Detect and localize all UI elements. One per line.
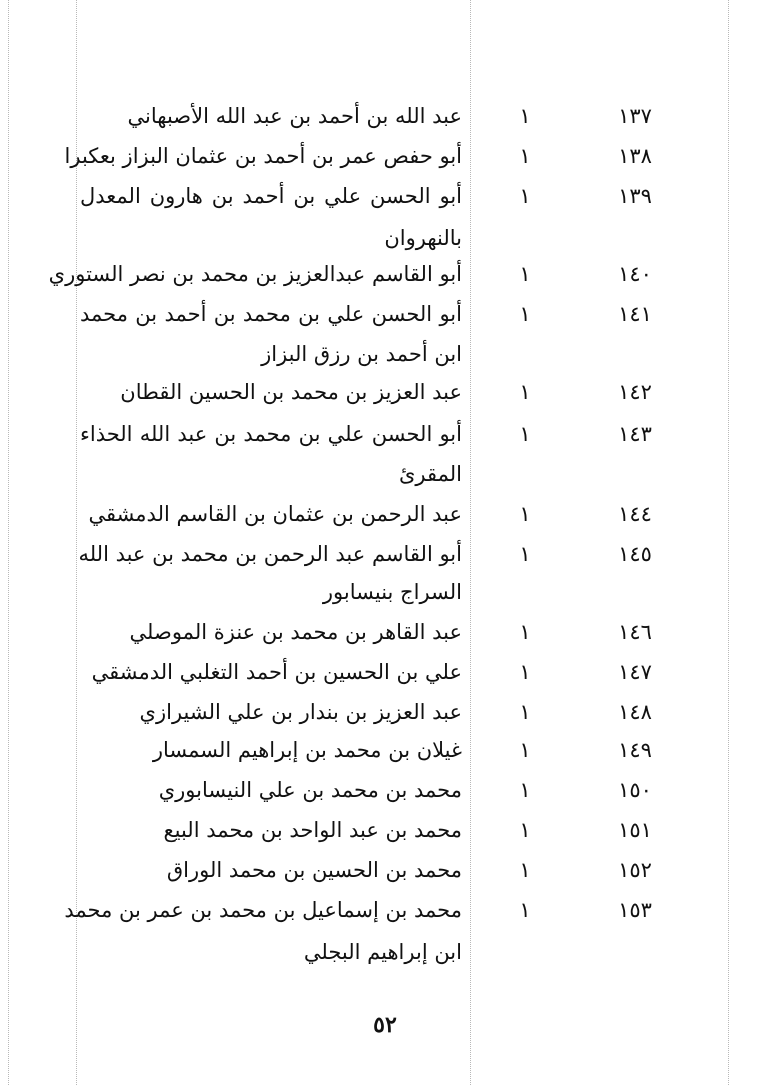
entry-name: أبو الحسن علي بن أحمد بن هارون المعدل — [80, 184, 462, 208]
list-item — [0, 850, 762, 890]
list-item-continuation — [0, 454, 762, 494]
entry-name: عبد الله بن أحمد بن عبد الله الأصبهاني — [127, 104, 462, 128]
entry-name-continuation: ابن إبراهيم البجلي — [303, 940, 462, 964]
entry-number: ١٥٣ — [618, 898, 652, 922]
entry-name: غيلان بن محمد بن إبراهيم السمسار — [152, 738, 462, 762]
entry-count: ١ — [519, 380, 531, 404]
list-item — [0, 612, 762, 652]
entry-number: ١٤٨ — [618, 700, 652, 724]
entry-number: ١٤٧ — [618, 660, 652, 684]
entry-name-continuation: بالنهروان — [384, 226, 462, 250]
entry-count: ١ — [519, 502, 531, 526]
page-number: ٥٢ — [373, 1012, 397, 1038]
entry-name: عبد الرحمن بن عثمان بن القاسم الدمشقي — [88, 502, 462, 526]
entry-number: ١٤٥ — [618, 542, 652, 566]
entry-name: أبو حفص عمر بن أحمد بن عثمان البزاز بعكبرا — [64, 144, 462, 168]
list-item — [0, 254, 762, 294]
entry-count: ١ — [519, 262, 531, 286]
list-item-continuation — [0, 218, 762, 258]
entry-name: عبد العزيز بن بندار بن علي الشيرازي — [139, 700, 462, 724]
entry-name: عبد العزيز بن محمد بن الحسين القطان — [120, 380, 462, 404]
entry-number: ١٣٨ — [618, 144, 652, 168]
entry-name: أبو الحسن علي بن محمد بن أحمد بن محمد — [80, 302, 462, 326]
entry-number: ١٥٢ — [618, 858, 652, 882]
entry-number: ١٣٧ — [618, 104, 652, 128]
entry-count: ١ — [519, 660, 531, 684]
list-item — [0, 176, 762, 216]
list-item — [0, 810, 762, 850]
list-item-continuation — [0, 572, 762, 612]
list-item — [0, 494, 762, 534]
entry-number: ١٤٩ — [618, 738, 652, 762]
entry-name-continuation: السراج بنيسابور — [322, 580, 462, 604]
entry-name: محمد بن الحسين بن محمد الوراق — [166, 858, 462, 882]
list-item — [0, 534, 762, 574]
entry-count: ١ — [519, 898, 531, 922]
entry-name-continuation: المقرئ — [398, 462, 462, 486]
entry-name: علي بن الحسين بن أحمد التغلبي الدمشقي — [91, 660, 462, 684]
entry-number: ١٤١ — [618, 302, 652, 326]
entry-number: ١٤٤ — [618, 502, 652, 526]
entry-count: ١ — [519, 542, 531, 566]
list-item — [0, 770, 762, 810]
entry-number: ١٤٢ — [618, 380, 652, 404]
list-item — [0, 294, 762, 334]
entry-name: محمد بن محمد بن علي النيسابوري — [158, 778, 462, 802]
list-item — [0, 730, 762, 770]
entry-name: محمد بن إسماعيل بن محمد بن عمر بن محمد — [64, 898, 462, 922]
entry-count: ١ — [519, 700, 531, 724]
entry-count: ١ — [519, 302, 531, 326]
entry-name: عبد القاهر بن محمد بن عنزة الموصلي — [129, 620, 462, 644]
entry-count: ١ — [519, 184, 531, 208]
entry-number: ١٣٩ — [618, 184, 652, 208]
entry-count: ١ — [519, 620, 531, 644]
list-item — [0, 96, 762, 136]
entry-name: أبو القاسم عبدالعزيز بن محمد بن نصر الستوري — [48, 262, 462, 286]
list-item — [0, 652, 762, 692]
entry-number: ١٤٣ — [618, 422, 652, 446]
list-item-continuation — [0, 334, 762, 374]
entry-count: ١ — [519, 738, 531, 762]
entry-number: ١٤٠ — [618, 262, 652, 286]
list-item — [0, 692, 762, 732]
list-item — [0, 414, 762, 454]
entry-count: ١ — [519, 858, 531, 882]
list-item — [0, 890, 762, 930]
entry-count: ١ — [519, 104, 531, 128]
list-item-continuation — [0, 932, 762, 972]
entry-name: أبو القاسم عبد الرحمن بن محمد بن عبد الله — [78, 542, 462, 566]
entry-name-continuation: ابن أحمد بن رزق البزاز — [261, 342, 462, 366]
entry-name: محمد بن عبد الواحد بن محمد البيع — [163, 818, 462, 842]
list-item — [0, 136, 762, 176]
entry-number: ١٤٦ — [618, 620, 652, 644]
list-item — [0, 372, 762, 412]
entry-number: ١٥٠ — [618, 778, 652, 802]
entry-number: ١٥١ — [618, 818, 652, 842]
entry-count: ١ — [519, 144, 531, 168]
entry-name: أبو الحسن علي بن محمد بن عبد الله الحذاء — [80, 422, 462, 446]
entry-count: ١ — [519, 778, 531, 802]
entry-count: ١ — [519, 422, 531, 446]
entry-count: ١ — [519, 818, 531, 842]
